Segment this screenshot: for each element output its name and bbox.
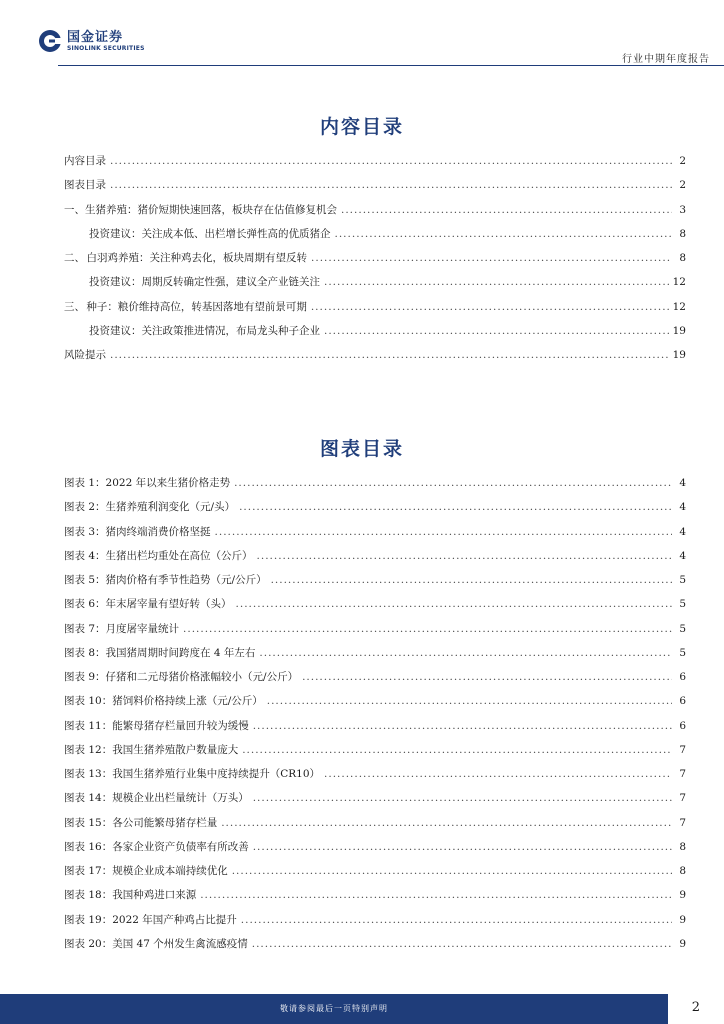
contents-entry-page: 2 (679, 155, 686, 167)
figure-entry-label: 图表 12： (64, 743, 113, 756)
page-header (0, 0, 724, 70)
figure-entry-page: 9 (679, 913, 686, 926)
figure-entry-page: 5 (679, 646, 686, 659)
figure-entry[interactable] (64, 499, 686, 523)
figure-entry-title: 我国生猪养殖散户数量庞大 (112, 743, 239, 756)
contents-entry[interactable] (64, 323, 686, 347)
figure-entry-label: 图表 5： (64, 574, 106, 586)
contents-entry-page: 19 (672, 325, 686, 338)
logo-mark-icon (38, 29, 62, 53)
dot-leader (257, 550, 672, 562)
figure-entry-label: 图表 10： (64, 695, 113, 708)
dot-leader (200, 889, 672, 901)
figure-entry-page: 5 (679, 574, 686, 586)
contents-entry-page: 8 (679, 227, 686, 240)
page-number: 2 (691, 1000, 700, 1015)
figure-entry-page: 5 (679, 598, 686, 611)
contents-entry-title: 白羽鸡养殖：关注种鸡去化，板块周期有望反转 (86, 252, 308, 265)
contents-entry-number: 二、 (64, 252, 85, 265)
contents-entry[interactable] (64, 274, 686, 298)
figure-entry-label: 图表 20： (64, 937, 113, 950)
dot-leader (253, 841, 672, 853)
figure-entry-page: 4 (679, 525, 686, 538)
figure-entry[interactable] (64, 669, 686, 693)
figure-entry-title: 生猪出栏均重处在高位（公斤） (105, 549, 253, 562)
footer-disclaimer: 敬请参阅最后一页特别声明 (280, 1004, 388, 1013)
figure-entry[interactable] (64, 790, 686, 814)
figure-entry-title: 猪肉价格有季节性趋势（元/公斤） (105, 574, 267, 586)
figure-entry[interactable] (64, 936, 686, 960)
dot-leader (242, 744, 672, 756)
dot-leader (311, 252, 672, 264)
figure-entry[interactable] (64, 524, 686, 548)
figure-entry-page: 4 (679, 549, 686, 562)
figure-entry-label: 图表 3： (64, 525, 106, 538)
figure-entry-title: 月度屠宰量统计 (105, 622, 180, 635)
dot-leader (253, 792, 672, 804)
figure-entry-page: 8 (679, 840, 686, 853)
contents-entry-page: 12 (672, 300, 686, 313)
contents-entry-number: 一、 (64, 203, 85, 216)
figure-entry[interactable] (64, 863, 686, 887)
figure-entry-title: 能繁母猪存栏量回升较为缓慢 (112, 719, 249, 732)
figure-entry-title: 猪饲料价格持续上涨（元/公斤） (112, 695, 263, 708)
dot-leader (110, 179, 672, 191)
contents-title: 内容目录 (319, 116, 404, 138)
dot-leader (302, 671, 672, 683)
dot-leader (311, 301, 669, 313)
figure-entry-page: 7 (679, 743, 686, 756)
contents-entry[interactable] (64, 202, 686, 226)
figure-entry[interactable] (64, 572, 686, 596)
figure-entry-title: 美国 47 个州发生禽流感疫情 (112, 937, 248, 950)
figure-entry-title: 2022 年以来生猪价格走势 (105, 477, 231, 489)
dot-leader (324, 325, 669, 337)
dot-leader (221, 817, 672, 829)
dot-leader (215, 526, 672, 538)
report-type-label: 行业中期年度报告 (622, 54, 710, 65)
dot-leader (110, 349, 669, 361)
figure-entry-page: 8 (679, 865, 686, 877)
dot-leader (253, 720, 672, 732)
contents-entry-title: 投资建议：关注政策推进情况，布局龙头种子企业 (89, 325, 320, 338)
figure-entry-title: 我国猪周期时间跨度在 4 年左右 (105, 646, 256, 659)
figure-entry-page: 7 (679, 768, 686, 780)
dot-leader (239, 501, 672, 513)
figure-entry-page: 6 (679, 671, 686, 683)
contents-entry-page: 3 (679, 203, 686, 216)
figure-entry-title: 年末屠宰量有望好转（头） (105, 598, 232, 611)
figure-entry[interactable] (64, 839, 686, 863)
contents-entry[interactable] (64, 177, 686, 201)
figure-entry-title: 仔猪和二元母猪价格涨幅较小（元/公斤） (105, 671, 299, 683)
contents-entry[interactable] (64, 299, 686, 323)
figure-entry[interactable] (64, 475, 686, 499)
header-divider (58, 65, 724, 66)
dot-leader (271, 574, 672, 586)
figure-entry-label: 图表 13： (64, 768, 113, 780)
figure-entry-label: 图表 15： (64, 816, 113, 829)
dot-leader (110, 155, 672, 167)
figure-entry-label: 图表 7： (64, 622, 106, 635)
contents-entry-title: 生猪养殖：猪价短期快速回落，板块存在估值修复机会 (85, 203, 337, 216)
figure-entry[interactable] (64, 887, 686, 911)
figure-entry-page: 9 (679, 937, 686, 950)
contents-entry-page: 2 (679, 179, 686, 192)
figure-entry-label: 图表 2： (64, 501, 106, 514)
figure-entry-label: 图表 9： (64, 671, 106, 683)
dot-leader (252, 938, 672, 950)
figure-entry-title: 各公司能繁母猪存栏量 (112, 816, 218, 829)
figure-entry[interactable] (64, 596, 686, 620)
contents-entry[interactable] (64, 250, 686, 274)
dot-leader (183, 623, 672, 635)
dot-leader (259, 647, 672, 659)
figure-entry-page: 5 (679, 622, 686, 635)
figure-entry[interactable] (64, 815, 686, 839)
figure-entry[interactable] (64, 718, 686, 742)
figure-entry[interactable] (64, 621, 686, 645)
contents-entry-page: 12 (672, 276, 686, 289)
figure-entry-label: 图表 8： (64, 646, 106, 659)
contents-entry[interactable] (64, 347, 686, 371)
contents-entry-title: 风险提示 (64, 349, 106, 362)
figure-entry[interactable] (64, 645, 686, 669)
dot-leader (267, 695, 672, 707)
figure-entry-page: 9 (679, 889, 686, 902)
figure-entry-page: 4 (679, 477, 686, 489)
contents-entry-title: 内容目录 (64, 155, 106, 167)
figure-entry-page: 7 (679, 792, 686, 805)
figure-entry-page: 7 (679, 816, 686, 829)
contents-entry-title: 投资建议：周期反转确定性强，建议全产业链关注 (89, 276, 320, 289)
figure-entry[interactable] (64, 742, 686, 766)
figure-entry-title: 规模企业成本端持续优化 (112, 865, 228, 877)
figures-title: 图表目录 (319, 438, 404, 460)
contents-list (64, 153, 686, 372)
figure-entry-title: 我国生猪养殖行业集中度持续提升（CR10） (112, 768, 321, 780)
figure-entry-title: 生猪养殖利润变化（元/头） (105, 501, 236, 514)
figure-entry-page: 6 (679, 695, 686, 708)
contents-entry[interactable] (64, 153, 686, 177)
figure-entry-title: 各家企业资产负债率有所改善 (112, 840, 249, 853)
contents-entry-title: 图表目录 (64, 179, 106, 192)
figure-entry-title: 规模企业出栏量统计（万头） (112, 792, 249, 805)
figure-entry[interactable] (64, 766, 686, 790)
contents-entry-title: 种子：粮价维持高位，转基因落地有望前景可期 (86, 300, 307, 313)
dot-leader (324, 768, 672, 780)
contents-entry[interactable] (64, 226, 686, 250)
dot-leader (232, 865, 672, 877)
figure-entry[interactable] (64, 912, 686, 936)
dot-leader (236, 598, 672, 610)
logo-english-name: SINOLINK SECURITIES (67, 44, 145, 52)
figure-entry-page: 6 (679, 719, 686, 732)
figure-entry-label: 图表 1： (64, 477, 106, 489)
contents-entry-title: 投资建议：关注成本低、出栏增长弹性高的优质猪企 (89, 227, 331, 240)
contents-entry-page: 8 (679, 252, 686, 265)
dot-leader (341, 204, 672, 216)
figure-entry-label: 图表 11： (64, 719, 113, 732)
figure-entry-label: 图表 14： (64, 792, 113, 805)
figure-entry-label: 图表 19： (64, 913, 113, 926)
figure-entry[interactable] (64, 693, 686, 717)
contents-entry-page: 19 (672, 349, 686, 362)
logo-chinese-name: 国金证券 (67, 29, 124, 45)
figure-entry-label: 图表 17： (64, 865, 113, 877)
contents-entry-number: 三、 (64, 300, 85, 313)
figure-entry-title: 猪肉终端消费价格坚挺 (105, 525, 211, 538)
company-logo (38, 26, 145, 56)
figure-entry-title: 我国种鸡进口来源 (112, 889, 197, 902)
figure-entry-label: 图表 4： (64, 549, 106, 562)
figure-entry[interactable] (64, 548, 686, 572)
figure-entry-page: 4 (679, 501, 686, 514)
dot-leader (234, 477, 672, 489)
figure-entry-label: 图表 16： (64, 840, 113, 853)
figure-entry-title: 2022 年国产种鸡占比提升 (112, 913, 237, 926)
figure-entry-label: 图表 6： (64, 598, 106, 611)
figures-list (64, 475, 686, 960)
dot-leader (241, 914, 672, 926)
dot-leader (335, 228, 673, 240)
figure-entry-label: 图表 18： (64, 889, 113, 902)
dot-leader (324, 276, 669, 288)
